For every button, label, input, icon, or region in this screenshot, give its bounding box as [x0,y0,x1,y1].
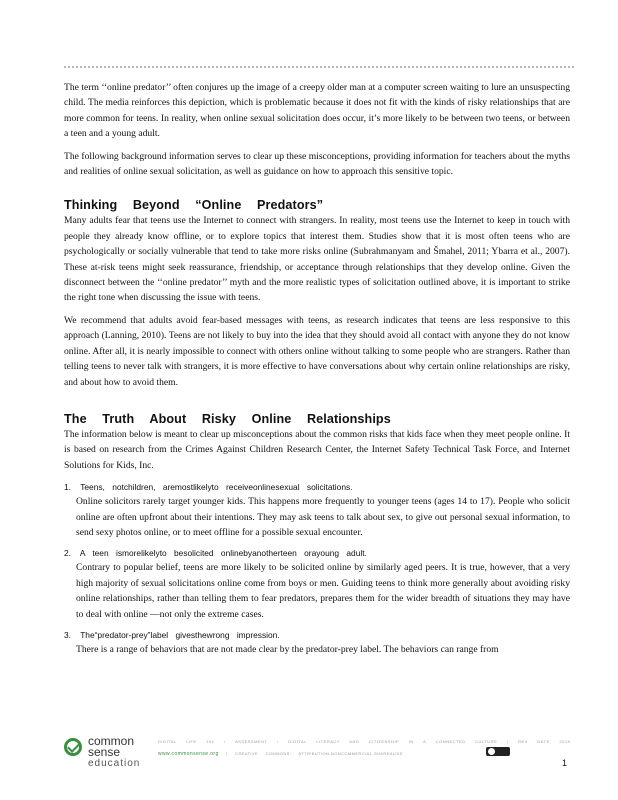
list-item-body: There is a range of behaviors that are not made clear by the predator-prey label. The behaviors can range from [76,643,499,655]
footer-license-info [158,751,403,757]
list-item-number: 2. [64,548,71,559]
list-item-title-text: The“predator-prey”label givesthewrong impression. [80,629,280,640]
footer-website-link[interactable]: www.commonsense.org [158,751,219,757]
logo-wordmark [88,736,140,769]
footer-license-text: | CREATIVE COMMONS: ATTRIBUTION-NONCOMMERCIAL-SHAREALIKE [226,751,404,756]
logo-word-education: education [88,758,141,769]
section1-paragraph-1: Many adults fear that teens use the Internet to connect with strangers. In reality, most teens use the Internet to keep in touch with people they already know offline, or to explore topics that interest them. Studies show that it is most often teens who are psychologically or socially vulnerable that tend to take more risks online (Subrahmanyam and Šmahel, 2011; Ybarra et al., 2007). These at-risk teens might seek reassurance, friendship, or acceptance through relationships that they develop online. Given the disconnect between the ‘‘online predator’’ myth and the more realistic types of solicitation outlined above, it is important to strike the right tone when discussing the issue with teens. [64,215,570,304]
footer-course-info: DIGITAL LIFE 101 / ASSESSMENT / DIGITAL LITERACY AND CITIZENSHIP IN A CONNECTED CULTURE / REV DATE 2015 [158,739,571,744]
list-item-title [64,628,570,642]
list-item-body: Contrary to popular belief, teens are more likely to be solicited online by similarly aged peers. It is true, however, that a very high majority of sexual solicitations online come from boys or men. Guiding teens to think more generally about avoiding risky online relationships, rather than telling them to fear predators, prepares them for the wider breadth of situations they may have to deal with online —not only the extreme cases. [76,562,570,620]
list-item [64,546,570,622]
intro-paragraph-2: The following background information serves to clear up these misconceptions, providing information for teachers about the myths and realities of online sexual solicitation, as well as guidance on how to approach this sensitive topic. [64,150,570,178]
common-sense-education-logo [62,736,152,772]
list-item-title-text: A teen ismorelikelyto besolicited onlinebyanotherteen orayoung adult. [79,548,367,559]
section2-paragraph-1: The information below is meant to clear up misconceptions about the common risks that kids face when they meet people online. It is based on research from the Crimes Against Children Research Center, the Internet Safety Technical Task Force, and Internet Solutions for Kids, Inc. [64,428,570,471]
intro-paragraph-1: The term ‘‘online predator’’ often conjures up the image of a creepy older man at a computer screen waiting to lure an unsuspecting child. The media reinforces this depiction, which is problematic because it does not fit with the kinds of risky relationships that are more common for teens. In reality, when online sexual solicitation does occur, it’s more likely to be between two teens, or between a teen and a young adult. [64,82,570,140]
list-item-number: 1. [64,482,71,493]
logo-word-common: common [88,734,135,748]
list-item-title [64,480,570,494]
document-body [64,80,570,663]
header-divider [64,66,574,68]
list-item-title-text: Teens, notchildren, aremostlikelyto receiveonlinesexual solicitations. [80,482,353,493]
logo-word-sense: sense [88,745,121,759]
section-heading-truth-about: The Truth About Risky Online Relationships [64,411,391,426]
list-item [64,480,570,540]
truth-list [64,480,570,657]
list-item-title [64,546,570,560]
list-item-number: 3. [64,629,71,640]
page-number: 1 [562,758,568,768]
section1-paragraph-2: We recommend that adults avoid fear-based messages with teens, as research indicates that teens are less responsive to this approach (Lanning, 2010). Teens are not likely to buy into the idea that they should avoid all contact with anyone they do not know online. After all, it is nearly impossible to connect with others online without talking to some people who are strangers. Rather than telling teens to never talk with strangers, it is more effective to have conversations about why certain online relationships are risky, and about how to avoid them. [64,314,570,388]
list-item [64,628,570,657]
section-heading-thinking-beyond: Thinking Beyond “Online Predators” [64,198,324,213]
page-footer [62,736,572,780]
creative-commons-badge-icon [486,747,510,756]
list-item-body: Online solicitors rarely target younger kids. This happens more frequently to younger teens (ages 14 to 17). People who solicit online are often upfront about their intentions. They may ask teens to talk about sex, to give out personal sexual information, to send sexy photos online, or to meet offline for a possible sexual encounter. [76,496,570,538]
